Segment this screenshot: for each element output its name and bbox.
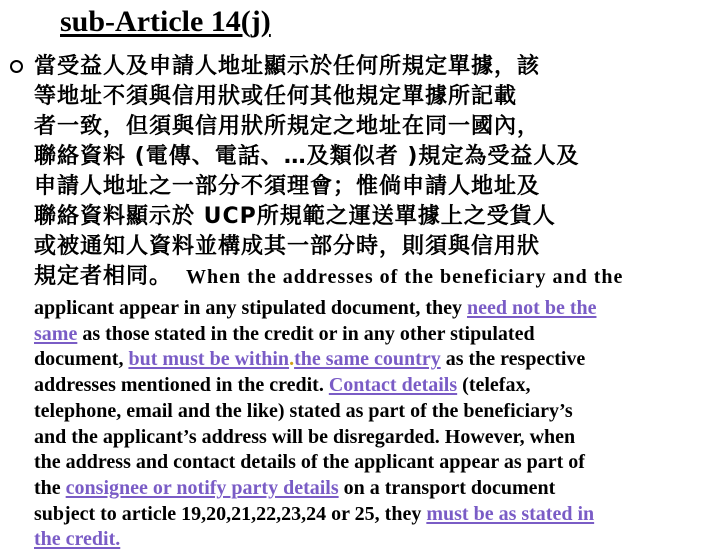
en-text: addresses mentioned in the credit.: [34, 374, 329, 397]
en-dot: .: [289, 348, 295, 371]
highlight-link[interactable]: the same country: [294, 348, 441, 371]
highlight-link[interactable]: consignee or notify party details: [65, 476, 339, 499]
en-line: [34, 347, 714, 373]
en-line: [34, 322, 714, 348]
en-line: [34, 373, 714, 399]
en-text: on a transport document: [338, 476, 556, 499]
en-line: the address and contact details of the applicant appear as part of: [34, 451, 585, 474]
highlight-link[interactable]: but must be within: [128, 348, 290, 371]
zh-line: 當受益人及申請人地址顯示於任何所規定單據，該: [34, 54, 541, 79]
en-text: the: [34, 476, 66, 499]
en-text: applicant appear in any stipulated document, they: [34, 297, 468, 319]
en-line: [34, 296, 714, 322]
en-line: [34, 502, 714, 528]
en-text: document,: [34, 348, 129, 371]
highlight-link[interactable]: Contact details: [328, 374, 458, 397]
zh-line: 等地址不須與信用狀或任何其他規定單據所記載: [34, 84, 518, 109]
english-paragraph: [34, 296, 714, 553]
en-first-text: When the addresses of the beneficiary and the: [186, 266, 624, 288]
en-line: and the applicant’s address will be disregarded. However, when: [34, 425, 576, 448]
highlight-link[interactable]: the credit.: [34, 528, 121, 551]
chinese-paragraph: [34, 52, 684, 292]
highlight-link[interactable]: same: [34, 322, 78, 345]
zh-line: 聯絡資料 (電傳、電話、…及類似者 )規定為受益人及: [34, 144, 580, 169]
en-line: [34, 527, 714, 553]
bullet-icon: [10, 60, 23, 73]
en-line: [34, 476, 714, 502]
en-text: as the respective: [440, 348, 586, 371]
en-text: (telefax,: [457, 374, 531, 397]
zh-last-text: 規定者相同。: [34, 264, 173, 289]
zh-line: 聯絡資料顯示於 UCP所規範之運送單據上之受貨人: [34, 204, 556, 229]
zh-line-last: [34, 262, 684, 292]
en-text: subject to article 19,20,21,22,23,24 or 25, they: [34, 502, 427, 525]
zh-line: 申請人地址之一部分不須理會；惟倘申請人地址及: [34, 174, 541, 199]
en-text: as those stated in the credit or in any other stipulated: [77, 322, 535, 345]
en-line: telephone, email and the like) stated as part of the beneficiary’s: [34, 399, 573, 422]
zh-line: 者一致，但須與信用狀所規定之地址在同一國內，: [34, 114, 541, 139]
page-title: sub-Article 14(j): [60, 5, 271, 38]
highlight-link[interactable]: need not be the: [467, 297, 597, 319]
highlight-link[interactable]: must be as stated in: [426, 502, 595, 525]
zh-line: 或被通知人資料並構成其一部分時，則須與信用狀: [34, 234, 541, 259]
